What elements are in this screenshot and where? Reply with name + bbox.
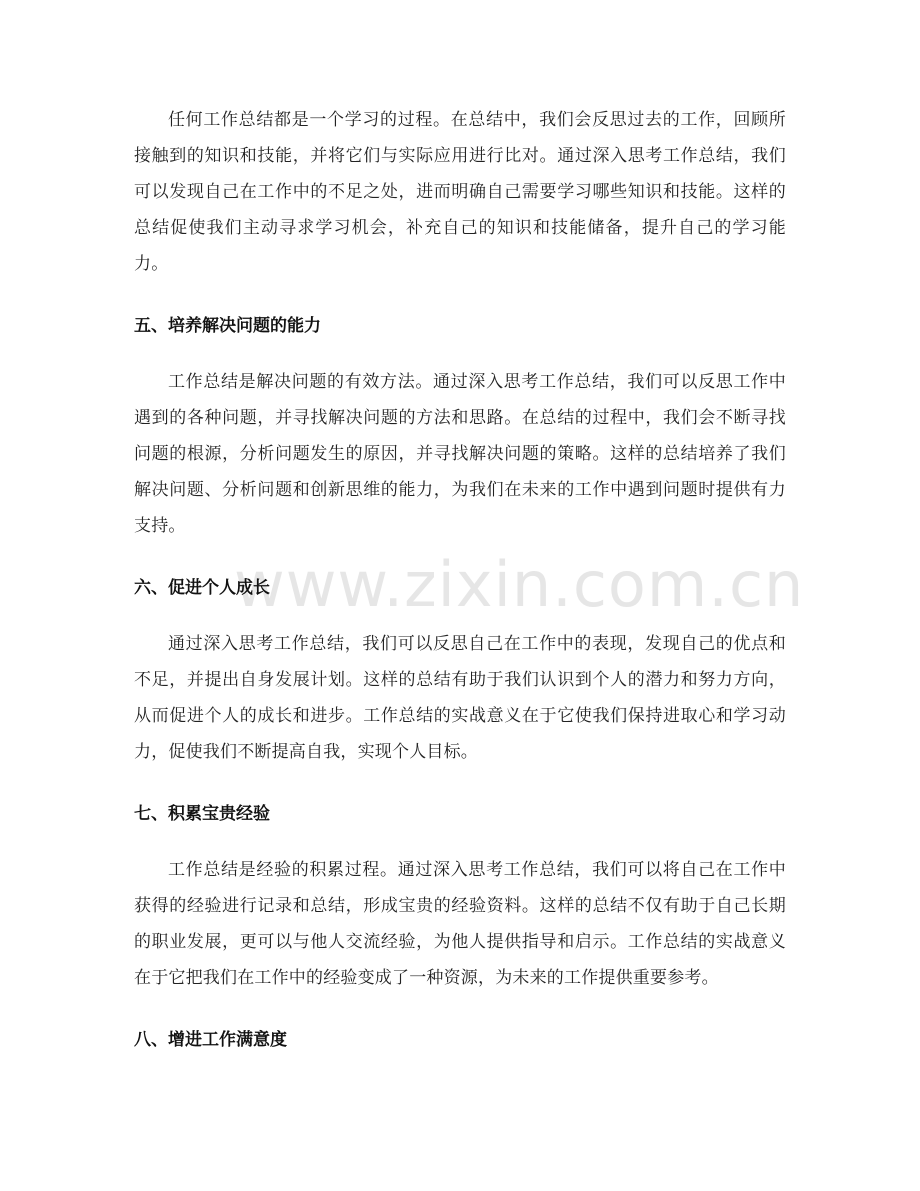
heading-section-7: 七、积累宝贵经验	[134, 804, 270, 824]
heading-section-8: 八、增进工作满意度	[134, 1030, 287, 1050]
paragraph-intro: 任何工作总结都是一个学习的过程。在总结中，我们会反思过去的工作，回顾所接触到的知识和技能，并将它们与实际应用进行比对。通过深入思考工作总结，我们可以发现自己在工作中的不足之处，进而明确自己需要学习哪些知识和技能。这样的总结促使我们主动寻求学习机会，补充自己的知识和技能储备，提升自己的学习能力。	[134, 110, 786, 274]
document-body	[134, 102, 786, 1058]
heading-section-6: 六、促进个人成长	[134, 578, 270, 598]
watermark: www.zixin.com.cn	[234, 548, 805, 621]
paragraph-section-6: 通过深入思考工作总结，我们可以反思自己在工作中的表现，发现自己的优点和不足，并提出自身发展计划。这样的总结有助于我们认识到个人的潜力和努力方向，从而促进个人的成长和进步。工作总结的实战意义在于它使我们保持进取心和学习动力，促使我们不断提高自我，实现个人目标。	[134, 634, 786, 762]
heading-section-5: 五、培养解决问题的能力	[134, 316, 321, 336]
paragraph-section-7: 工作总结是经验的积累过程。通过深入思考工作总结，我们可以将自己在工作中获得的经验进行记录和总结，形成宝贵的经验资料。这样的总结不仅有助于自己长期的职业发展，更可以与他人交流经验，为他人提供指导和启示。工作总结的实战意义在于它把我们在工作中的经验变成了一种资源，为未来的工作提供重要参考。	[134, 860, 786, 988]
paragraph-section-5: 工作总结是解决问题的有效方法。通过深入思考工作总结，我们可以反思工作中遇到的各种问题，并寻找解决问题的方法和思路。在总结的过程中，我们会不断寻找问题的根源，分析问题发生的原因，并寻找解决问题的策略。这样的总结培养了我们解决问题、分析问题和创新思维的能力，为我们在未来的工作中遇到问题时提供有力支持。	[134, 372, 786, 536]
